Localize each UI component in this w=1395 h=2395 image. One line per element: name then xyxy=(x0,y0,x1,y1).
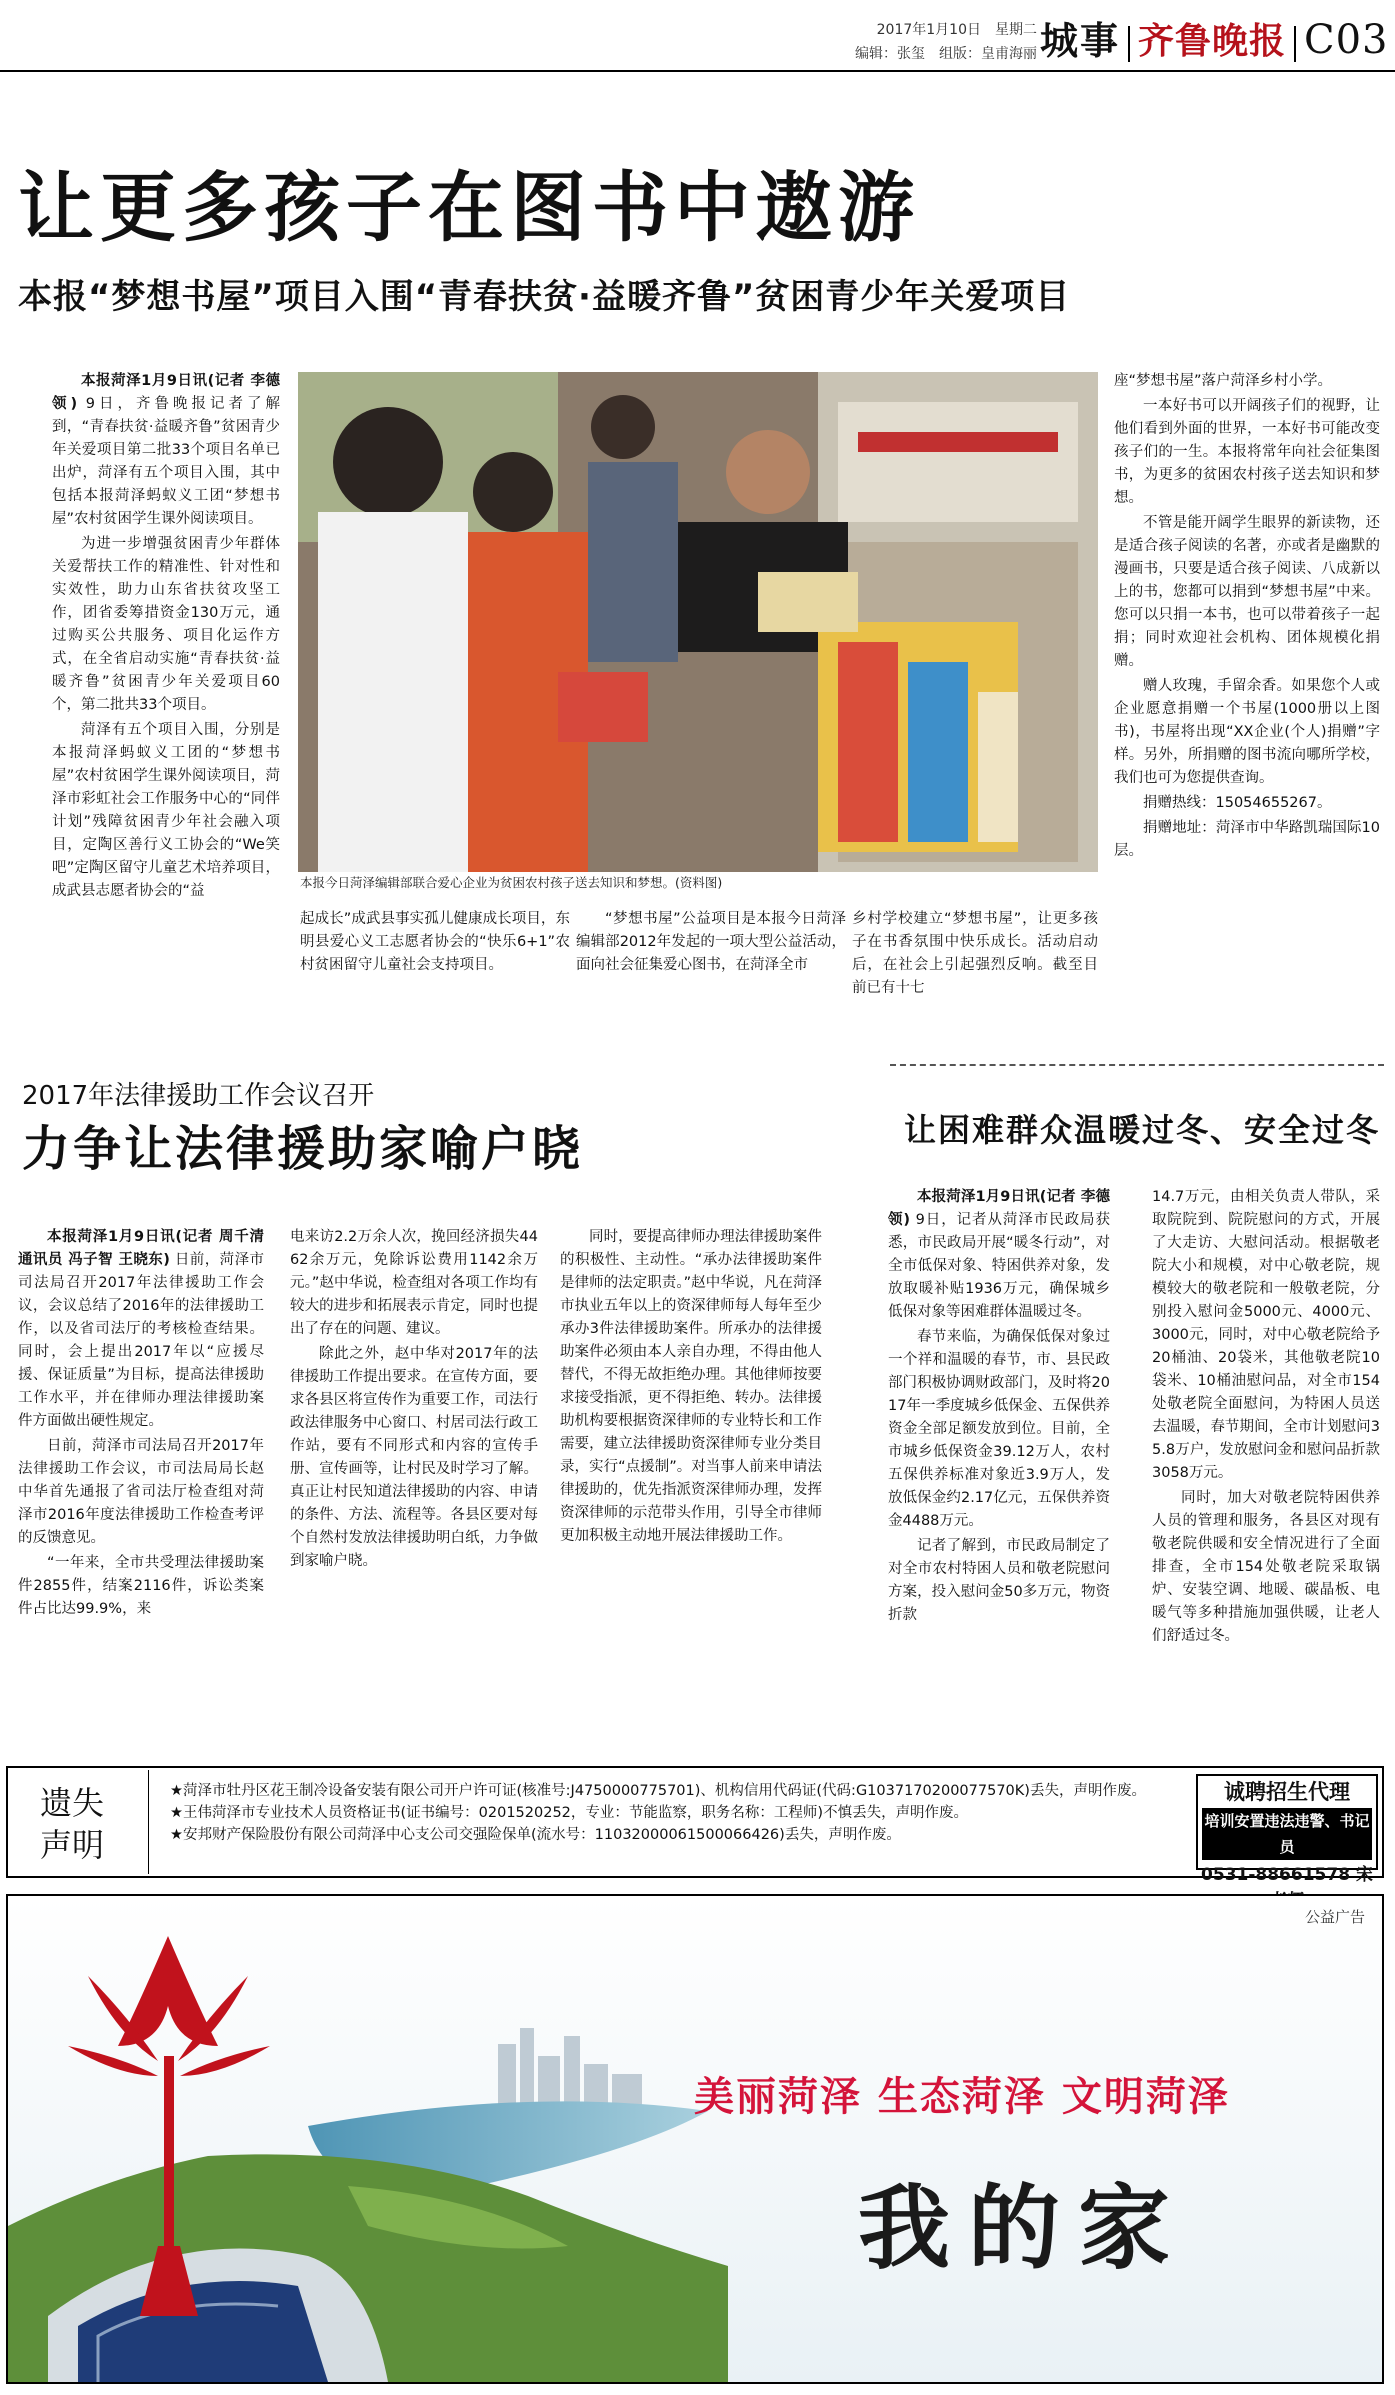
section-name: 城事 xyxy=(1040,19,1121,63)
lost-notice-list xyxy=(170,1780,1170,1846)
page-number: C03 xyxy=(1304,17,1389,63)
story3-column-1 xyxy=(888,1186,1110,1629)
story1-paragraph: 赠人玫瑰，手留余香。如果您个人或企业愿意捐赠一个书屋(1000册以上图书)，书屋将出现“XX企业(个人)捐赠”字样。另外，所捐赠的图书流向哪所学校，我们也可为您提供查询。 xyxy=(1114,678,1380,786)
ad-category-label: 公益广告 xyxy=(1304,1908,1365,1926)
story1-column-1 xyxy=(52,370,280,905)
photo-caption: 本报今日菏泽编辑部联合爱心企业为贫困农村孩子送去知识和梦想。(资料图) xyxy=(300,875,723,890)
story2-column-3 xyxy=(560,1226,822,1550)
news-photo-children-books xyxy=(298,372,1098,872)
story2-column-1 xyxy=(18,1226,264,1623)
story1-dateline: 本报菏泽1月9日讯(记者 李德领) xyxy=(52,373,280,412)
story2-paragraph: 同时，要提高律师办理法律援助案件的积极性、主动性。“承办法律援助案件是律师的法定职责。”赵中华说，凡在菏泽市执业五年以上的资深律师每人每年至少承办3件法律援助案件。所承办的法律援助案件必须由本人亲自办理，不得由他人替代，不得无故拒绝办理。其他律师按要求接受指派，更不得拒绝、转办。法律援助机构要根据资深律师的专业特长和工作需要，建立法律援助资深律师专业分类目录，实行“点援制”。对当事人前来申请法律援助的，优先指派资深律师办理，发挥资深律师的示范带头作用，引导全市律师更加积极主动地开展法律援助工作。 xyxy=(560,1229,822,1544)
story2-paragraph: 日前，菏泽市司法局召开2017年法律援助工作会议，会议总结了2016年的法律援助工作，以及省司法厅的考核检查结果。同时，会上提出2017年以“应援尽援、保证质量”为目标，提高法律援助工作水平，并在律师办理法律援助案件方面做出硬性规定。 xyxy=(18,1252,264,1429)
story1-column-4 xyxy=(852,908,1098,1002)
story3-paragraph: 记者了解到，市民政局制定了对全市农村特困人员和敬老院慰问方案，投入慰问金50多万元，物资折款 xyxy=(888,1538,1110,1623)
recruitment-phone: 0531-88661578 宋 xyxy=(1201,1865,1373,1885)
lost-notice-item: ★王伟菏泽市专业技术人员资格证书(证书编号：0201520252，专业：节能监察，职务名称：工程师)不慎丢失，声明作废。 xyxy=(170,1805,969,1821)
story1-paragraph: 座“梦想书屋”落户菏泽乡村小学。 xyxy=(1114,373,1333,389)
section-divider xyxy=(890,1064,1384,1066)
story1-paragraph: 为进一步增强贫困青少年群体关爱帮扶工作的精准性、针对性和实效性，助力山东省扶贫攻坚工作，团省委筹措资金130万元，通过购买公共服务、项目化运作方式，在全省启动实施“青春扶贫·益暖齐鲁”贫困青少年关爱项目60个，第二批共33个项目。 xyxy=(52,536,280,713)
donation-hotline: 捐赠热线：15054655267。 xyxy=(1143,795,1332,811)
story2-column-2 xyxy=(290,1226,538,1575)
story1-column-2 xyxy=(300,908,570,979)
ad-artwork xyxy=(8,1896,1382,2382)
notice-divider xyxy=(148,1770,149,1874)
story1-subheadline: 本报“梦想书屋”项目入围“青春扶贫·益暖齐鲁”贫困青少年关爱项目 xyxy=(18,277,1071,317)
story1-column-3 xyxy=(576,908,846,979)
story1-paragraph: 不管是能开阔学生眼界的新读物，还是适合孩子阅读的名著，亦或者是幽默的漫画书，只要是适合孩子阅读、八成新以上的书，您都可以捐到“梦想书屋”中来。您可以只捐一本书，也可以带着孩子一起捐；同时欢迎社会机构、团体规模化捐赠。 xyxy=(1114,515,1380,669)
story3-dateline: 本报菏泽1月9日讯(记者 李德领) xyxy=(888,1189,1110,1228)
story1-paragraph: 起成长”成武县事实孤儿健康成长项目，东明县爱心义工志愿者协会的“快乐6+1”农村贫困留守儿童社会支持项目。 xyxy=(300,911,570,973)
newspaper-logo: 齐鲁晚报 xyxy=(1138,20,1287,62)
story1-paragraph: 一本好书可以开阔孩子们的视野，让他们看到外面的世界，一本好书可能改变孩子们的一生。本报将常年向社会征集图书，为更多的贫困农村孩子送去知识和梦想。 xyxy=(1114,398,1380,506)
story1-paragraph: 9日，齐鲁晚报记者了解到，“青春扶贫·益暖齐鲁”贫困青少年关爱项目第二批33个项目名单已出炉，菏泽有五个项目入围，其中包括本报菏泽蚂蚁义工团“梦想书屋”农村贫困学生课外阅读项目。 xyxy=(52,396,281,527)
story1-headline: 让更多孩子在图书中遨游 xyxy=(18,163,920,252)
lost-notice-label: 遗失声明 xyxy=(40,1784,105,1864)
story3-headline: 让困难群众温暖过冬、安全过冬 xyxy=(904,1111,1381,1149)
ad-main-text: 我的家 xyxy=(858,2174,1189,2282)
donation-address: 捐赠地址：菏泽市中华路凯瑞国际10层。 xyxy=(1114,820,1380,859)
recruitment-ad xyxy=(1196,1774,1378,1885)
story2-kicker: 2017年法律援助工作会议召开 xyxy=(22,1081,375,1111)
photo-illustration xyxy=(298,372,1098,872)
story2-paragraph: 日前，菏泽市司法局召开2017年法律援助工作会议，市司法局局长赵中华首先通报了省司法厅检查组对菏泽市2016年度法律援助工作检查考评的反馈意见。 xyxy=(18,1438,264,1546)
ad-slogan: 美丽菏泽 生态菏泽 文明菏泽 xyxy=(694,2074,1230,2120)
story1-column-5 xyxy=(1114,370,1380,865)
story1-paragraph: 乡村学校建立“梦想书屋”，让更多孩子在书香氛围中快乐成长。活动启动后，在社会上引起强烈反响。截至目前已有十七 xyxy=(852,911,1098,996)
story2-paragraph: “一年来，全市共受理法律援助案件2855件，结案2116件，诉讼类案件占比达99.9%，来 xyxy=(18,1555,264,1617)
story3-paragraph: 春节来临，为确保低保对象过一个祥和温暖的春节，市、县民政部门积极协调财政部门，及时将2017年一季度城乡低保金、五保供养资金全部足额发放到位。目前，全市城乡低保资金39.12万人，农村五保供养标准对象近3.9万人，发放低保金约2.17亿元，五保供养资金4488万元。 xyxy=(888,1329,1110,1529)
story3-paragraph: 9日，记者从菏泽市民政局获悉，市民政局开展“暖冬行动”，对全市低保对象、特困供养对象，发放取暖补贴1936万元，确保城乡低保对象等困难群体温暖过冬。 xyxy=(888,1212,1110,1320)
recruitment-subtitle: 培训安置违法违警、书记员 xyxy=(1202,1808,1372,1860)
story1-paragraph: 菏泽有五个项目入围，分别是本报菏泽蚂蚁义工团的“梦想书屋”农村贫困学生课外阅读项目，菏泽市彩虹社会工作服务中心的“同伴计划”残障贫困青少年社会融入项目，定陶区善行义工协会的“We笑吧”定陶区留守儿童艺术培养项目，成武县志愿者协会的“益 xyxy=(52,722,280,899)
story3-paragraph: 14.7万元，由相关负责人带队，采取院院到、院院慰问的方式，开展了大走访、大慰问活动。根据敬老院大小和规模，对中心敬老院，规模较大的敬老院和一般敬老院，分别投入慰问金5000元、4000元、3000元，同时，对中心敬老院给予20桶油、20袋米，其他敬老院10袋米、10桶油慰问品，对全市154处敬老院全面慰问，为特困人员送去温暖，春节期间，全市计划慰问35.8万户，发放慰问金和慰问品折款3058万元。 xyxy=(1152,1189,1380,1481)
story1-paragraph: “梦想书屋”公益项目是本报今日菏泽编辑部2012年发起的一项大型公益活动，面向社会征集爱心图书，在菏泽全市 xyxy=(576,911,846,973)
recruitment-title: 诚聘招生代理 xyxy=(1224,1780,1350,1804)
story2-paragraph: 电来访2.2万余人次，挽回经济损失4462余万元，免除诉讼费用1142余万元。”赵中华说，检查组对各项工作均有较大的进步和拓展表示肯定，同时也提出了存在的问题、建议。 xyxy=(290,1229,538,1337)
story3-paragraph: 同时，加大对敬老院特困供养人员的管理和服务，各县区对现有敬老院供暖和安全情况进行了全面排查，全市154处敬老院采取锅炉、安装空调、地暖、碳晶板、电暖气等多种措施加强供暖，让老人们舒适过冬。 xyxy=(1152,1490,1380,1644)
editor-credits: 编辑：张玺 组版：皇甫海丽 xyxy=(855,46,1037,62)
story2-headline: 力争让法律援助家喻户晓 xyxy=(22,1121,584,1177)
story3-column-2 xyxy=(1152,1186,1380,1650)
public-service-ad xyxy=(6,1894,1384,2384)
story2-paragraph: 除此之外，赵中华对2017年的法律援助工作提出要求。在宣传方面，要求各县区将宣传作为重要工作，司法行政法律服务中心窗口、村居司法行政工作站，要有不同形式和内容的宣传手册、宣传画等，让村民及时学习了解。真正让村民知道法律援助的内容、申请的条件、方法、流程等。各县区要对每个自然村发放法律援助明白纸，力争做到家喻户晓。 xyxy=(290,1346,538,1569)
lost-notice-item: ★菏泽市牡丹区花王制冷设备安装有限公司开户许可证(核准号:J4750000775701)、机构信用代码证(代码:G1037170200077570K)丢失，声明作废。 xyxy=(170,1783,1146,1799)
issue-date: 2017年1月10日 星期二 xyxy=(876,22,1037,38)
lost-notice-item: ★安邦财产保险股份有限公司菏泽中心支公司交强险保单(流水号：11032000061500066426)丢失，声明作废。 xyxy=(170,1827,901,1843)
masthead-divider xyxy=(1128,26,1130,62)
masthead-divider xyxy=(1294,26,1296,62)
story2-dateline: 本报菏泽1月9日讯(记者 周千清 通讯员 冯子智 王晓东) xyxy=(18,1229,264,1268)
